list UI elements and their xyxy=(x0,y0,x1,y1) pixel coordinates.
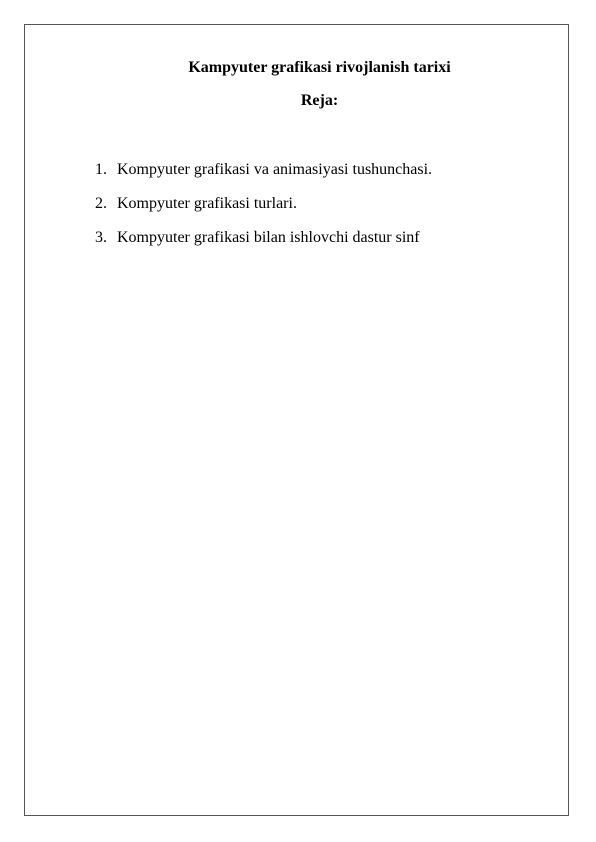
plan-item xyxy=(95,228,432,262)
plan-item-number: 2. xyxy=(95,195,107,212)
plan-item-text: Kompyuter grafikasi bilan ishlovchi dastur sinf xyxy=(117,229,420,246)
plan-item-number: 1. xyxy=(95,161,107,178)
plan-item xyxy=(95,160,432,194)
plan-heading: Reja: xyxy=(300,92,339,109)
plan-item xyxy=(95,194,432,228)
page-border xyxy=(24,24,569,816)
document-title: Kampyuter grafikasi rivojlanish tarixi xyxy=(188,59,451,76)
plan-item-text: Kompyuter grafikasi va animasiyasi tushunchasi. xyxy=(117,161,433,178)
plan-item-text: Kompyuter grafikasi turlari. xyxy=(117,195,297,212)
plan-list xyxy=(95,160,432,262)
plan-item-number: 3. xyxy=(95,229,107,246)
